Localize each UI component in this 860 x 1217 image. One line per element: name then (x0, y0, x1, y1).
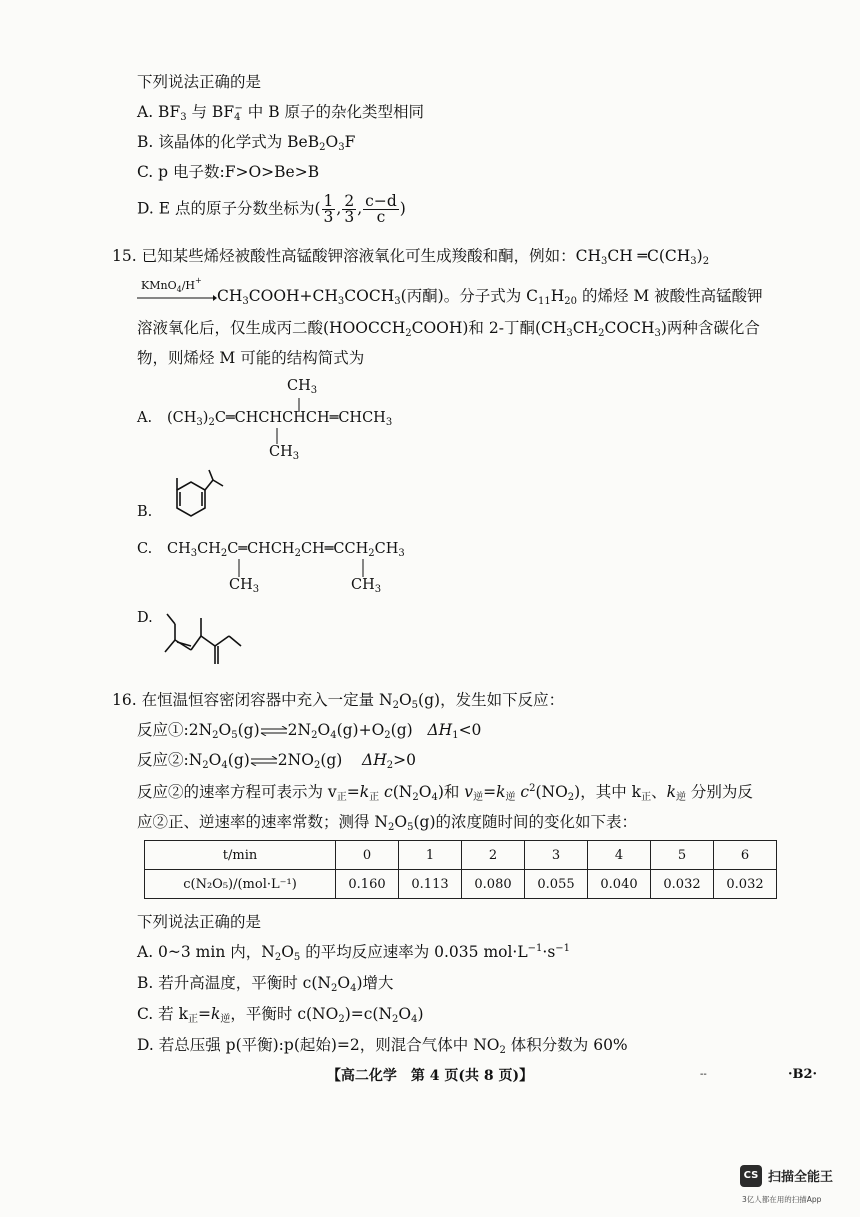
table-cell: 1 (399, 841, 462, 870)
q16-option-a: A. 0~3 min 内，$N_2O_5$ 的平均反应速率为 0.035 $mol\cdot L^{-1}\cdot s^{-1}$ (137, 943, 571, 963)
q16-option-d: D. 若总压强 p(平衡):p(起始)=2，则混合气体中 $NO_2$ 体积分数为 60% (137, 1036, 628, 1056)
table-cell: 0.055 (525, 870, 588, 899)
q16-rate-line2: 应②正、逆速率的速率常数；测得 $N_2O_5(g)$的浓度随时间的变化如下表： (137, 813, 637, 833)
table-cell: 4 (588, 841, 651, 870)
cyclohexadiene-structure-icon (155, 466, 225, 534)
camscanner-name: 扫描全能王 (768, 1170, 834, 1185)
q15-line2: KMnO$_4$/H+ $CH_3COOH+CH_3COCH_3$(丙酮)。分子式为 $C_{11}H_{20}$ 的烯烃 M 被酸性高锰酸钾 (137, 284, 763, 307)
table-cell: 0.160 (336, 870, 399, 899)
table-cell: 0.080 (462, 870, 525, 899)
q14-option-d: D. E 点的原子分数坐标为( $\frac{1}{3}$ , $\frac{2}{3}$ , $\frac{c-d}{c}$ ) (137, 192, 406, 226)
q14-prompt: 下列说法正确的是 (137, 73, 262, 91)
q16-option-c: C. 若 $k_正=k_逆$，平衡时 $c(NO_2)=c(N_2O_4)$ (137, 1005, 424, 1025)
table-cell: 0.113 (399, 870, 462, 899)
paper-code: ·B2· (788, 1067, 818, 1082)
table-header-label: t/min (145, 841, 336, 870)
table-cell: 5 (651, 841, 714, 870)
q16-rate-line1: 反应②的速率方程可表示为 $v_正=k_正$ $c(N_2O_4)$和 $v_逆=k_逆$ $c^2(NO_2)$，其中 $k_正$、$k_逆$ 分别为反 (137, 783, 753, 803)
table-cell: 2 (462, 841, 525, 870)
table-cell: 3 (525, 841, 588, 870)
table-cell: 0.040 (588, 870, 651, 899)
q15-line1: 15. 已知某些烯烃被酸性高锰酸钾溶液氧化可生成羧酸和酮，例如：$CH_3CH$ $═C(CH_3)_2$ (112, 247, 710, 267)
q14-option-a: A. $BF_3$ 与 $BF_4^-$ 中 B 原子的杂化类型相同 (137, 103, 425, 123)
q15-line3: 溶液氧化后，仅生成丙二酸$(HOOCCH_2COOH)$和 2-丁酮$(CH_3CH_2COCH_3)$两种含碳化合 (137, 319, 760, 339)
camscanner-logo-icon: CS (740, 1165, 762, 1187)
page-footer: 【高二化学 第 4 页(共 8 页)】 (326, 1068, 534, 1084)
table-cell: 0 (336, 841, 399, 870)
table-row (145, 870, 777, 899)
reaction-arrow: KMnO$_4$/H+ (137, 288, 217, 306)
q14-option-b: B. 该晶体的化学式为 $BeB_2O_3F$ (137, 133, 356, 153)
table-row (145, 841, 777, 870)
q16-line1: 16. 在恒温恒容密闭容器中充入一定量 $N_2O_5(g)$，发生如下反应： (112, 691, 565, 711)
q15-line4: 物，则烯烃 M 可能的结构简式为 (137, 349, 365, 367)
table-cell: 0.032 (714, 870, 777, 899)
fraction-1-3: $\frac{1}{3}$ (323, 192, 334, 226)
fraction-2-3: $\frac{2}{3}$ (344, 192, 355, 226)
q14-option-c: C. p 电子数:F>O>Be>B (137, 163, 320, 181)
camscanner-tagline: 3亿人都在用的扫描App (742, 1195, 822, 1204)
concentration-table (144, 840, 777, 899)
footer-dash: -- (700, 1069, 707, 1080)
table-cell: 6 (714, 841, 777, 870)
table-row-label: c(N₂O₅)/(mol·L⁻¹) (145, 870, 336, 899)
q16-option-b: B. 若升高温度，平衡时 $c(N_2O_4)$增大 (137, 974, 394, 994)
fraction-c-d-c: $\frac{c-d}{c}$ (365, 192, 397, 226)
q16-reaction-2: 反应$②:N_2O_4(g)$ $2NO_2(g)$ $\Delta H_2>0$ (137, 751, 416, 771)
q16-reaction-1: 反应$①:2N_2O_5(g)$ $2N_2O_4(g)+O_2(g)$ $\Delta H_1<0$ (137, 721, 482, 741)
table-cell: 0.032 (651, 870, 714, 899)
skeletal-structure-icon (161, 610, 261, 670)
q16-prompt: 下列说法正确的是 (137, 913, 262, 931)
